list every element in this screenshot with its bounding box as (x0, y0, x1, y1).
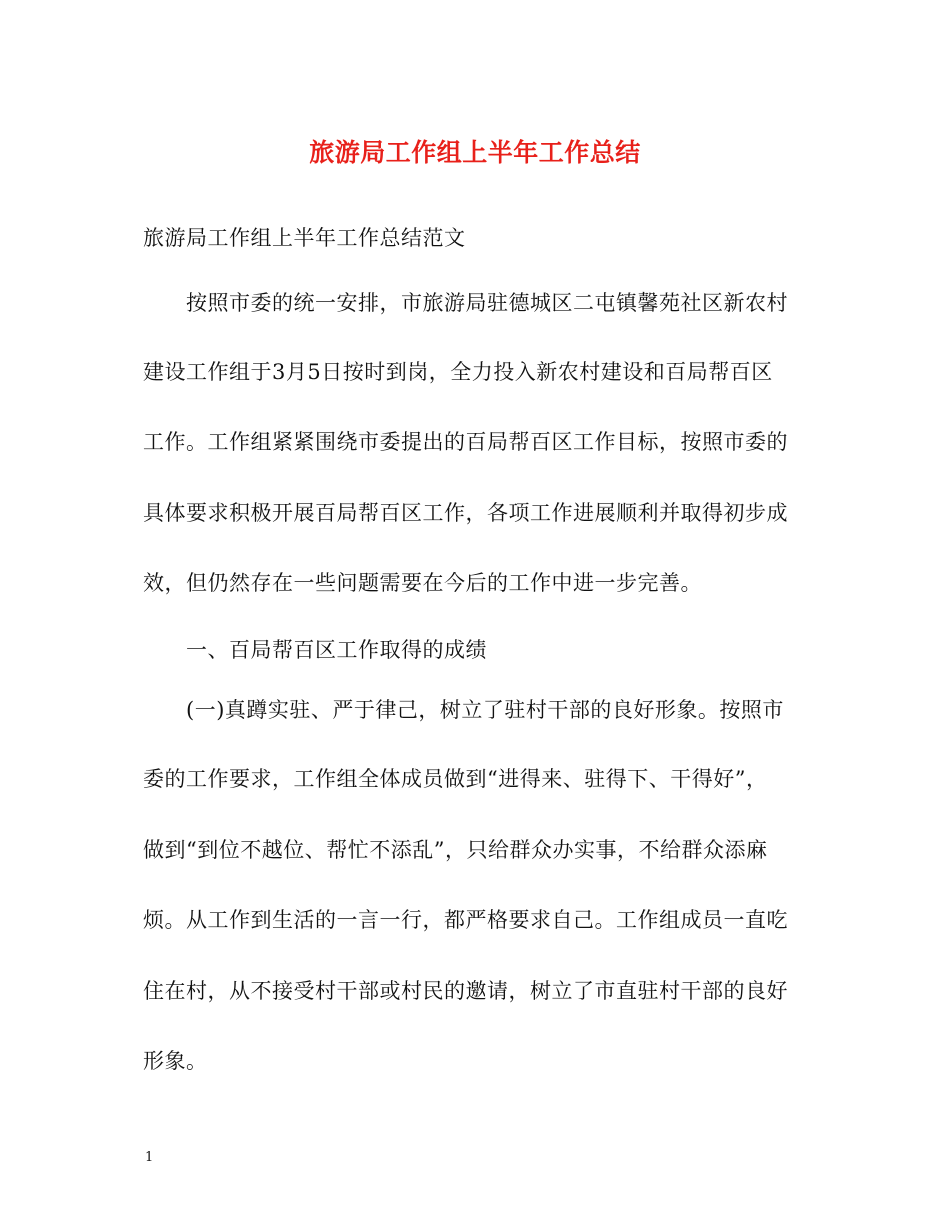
paragraph-line: 工作。工作组紧紧围绕市委提出的百局帮百区工作目标，按照市委的 (143, 430, 788, 454)
paragraph-line: 烦。从工作到生活的一言一行，都严格要求自己。工作组成员一直吃 (143, 908, 788, 932)
paragraph-line: 形象。 (143, 1049, 208, 1073)
paragraph-line: 效，但仍然存在一些问题需要在今后的工作中进一步完善。 (143, 571, 702, 595)
paragraph-line: 建设工作组于3月5日按时到岗，全力投入新农村建设和百局帮百区 (143, 360, 773, 384)
paragraph-line: (一)真蹲实驻、严于律己，树立了驻村干部的良好形象。按照市 (186, 698, 784, 722)
paragraph-line: 委的工作要求，工作组全体成员做到“进得来、驻得下、干得好”， (143, 767, 768, 791)
paragraph-line: 具体要求积极开展百局帮百区工作，各项工作进展顺利并取得初步成 (143, 501, 788, 525)
document-title: 旅游局工作组上半年工作总结 (309, 138, 641, 167)
section-heading: 一、百局帮百区工作取得的成绩 (186, 638, 487, 662)
paragraph-line: 做到“到位不越位、帮忙不添乱”，只给群众办实事，不给群众添麻 (143, 838, 768, 862)
paragraph-line: 按照市委的统一安排，市旅游局驻德城区二屯镇馨苑社区新农村 (186, 291, 788, 315)
page-number: 1 (145, 1150, 154, 1165)
paragraph-line: 住在村，从不接受村干部或村民的邀请，树立了市直驻村干部的良好 (143, 979, 788, 1003)
document-subtitle: 旅游局工作组上半年工作总结范文 (143, 226, 466, 250)
